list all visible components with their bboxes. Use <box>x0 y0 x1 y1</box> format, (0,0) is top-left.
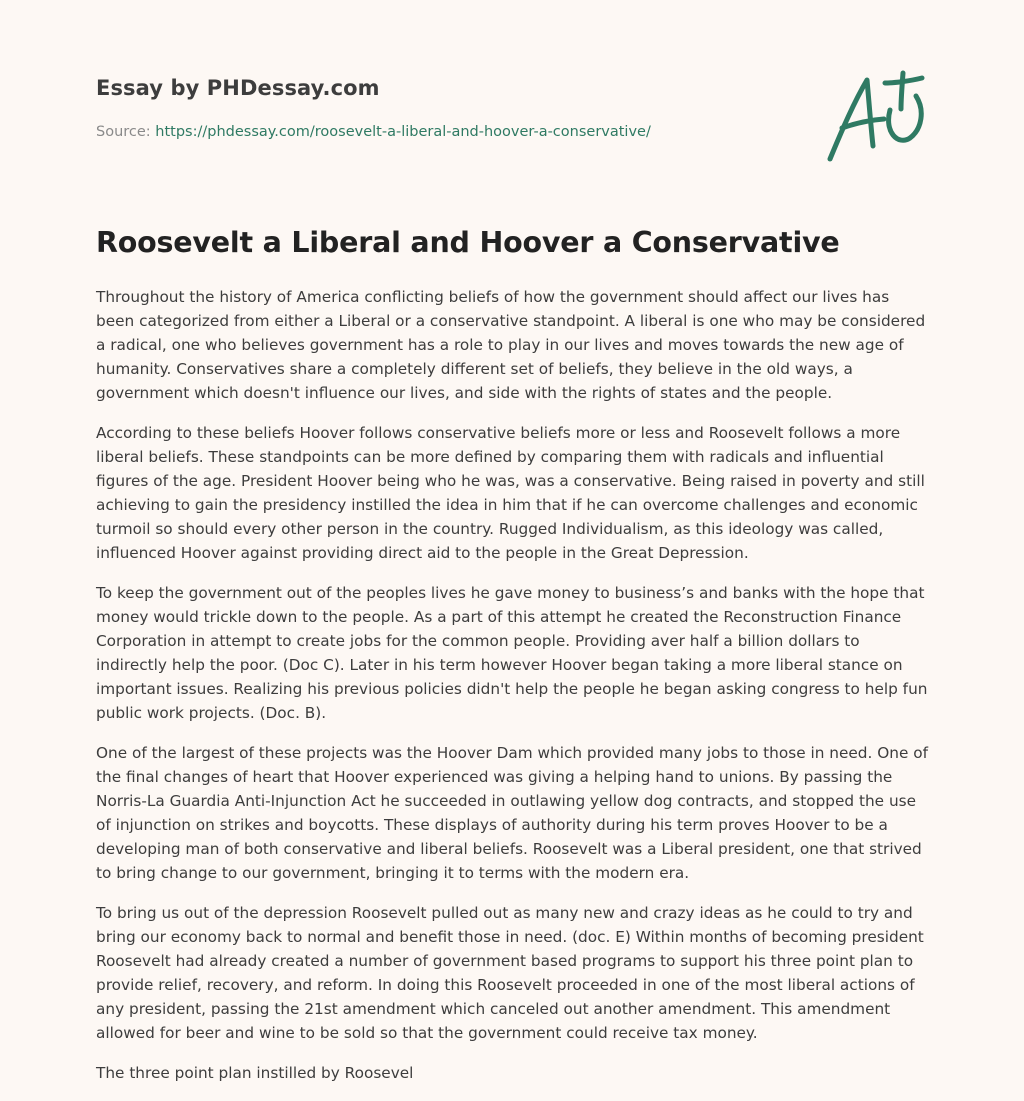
source-line <box>96 124 651 140</box>
site-brand: Essay by PHDessay.com <box>96 76 380 100</box>
source-link[interactable]: https://phdessay.com/roosevelt-a-liberal-and-hoover-a-conservative/ <box>155 124 651 140</box>
essay-paragraph: One of the largest of these projects was the Hoover Dam which provided many jobs to those in need. One of the final changes of heart that Hoover experienced was giving a helping hand to unions. By passing the Norris-La Guardia Anti-Injunction Act he succeeded in outlawing yellow dog contracts, and stopped the use of injunction on strikes and boycotts. These displays of authority during his term proves Hoover to be a developing man of both conservative and liberal beliefs. Roosevelt was a Liberal president, one that strived to bring change to our government, bringing it to terms with the modern era. <box>96 744 928 882</box>
essay-paragraph: According to these beliefs Hoover follows conservative beliefs more or less and Roosevelt follows a more liberal beliefs. These standpoints can be more defined by comparing them with radicals and influential figures of the age. President Hoover being who he was, was a conservative. Being raised in poverty and still achieving to gain the presidency instilled the idea in him that if he can overcome challenges and economic turmoil so should every other person in the country. Rugged Individualism, as this ideology was called, influenced Hoover against providing direct aid to the people in the Great Depression. <box>96 424 925 562</box>
source-label: Source: <box>96 124 156 140</box>
a-plus-grade-icon <box>824 66 930 166</box>
essay-paragraph: To keep the government out of the peoples lives he gave money to business’s and banks with the hope that money would trickle down to the people. As a part of this attempt he created the Reconstruction Finance Corporation in attempt to create jobs for the common people. Providing aver half a billion dollars to indirectly help the poor. (Doc C). Later in his term however Hoover began taking a more liberal stance on important issues. Realizing his previous policies didn't help the people he began asking congress to help fun public work projects. (Doc. B). <box>96 584 928 722</box>
essay-paragraph: To bring us out of the depression Roosevelt pulled out as many new and crazy ideas as he could to try and bring our economy back to normal and benefit those in need. (doc. E) Within months of becoming president Roosevelt had already created a number of government based programs to support his three point plan to provide relief, recovery, and reform. In doing this Roosevelt proceeded in one of the most liberal actions of any president, passing the 21st amendment which canceled out another amendment. This amendment allowed for beer and wine to be sold so that the government could receive tax money. <box>96 904 924 1042</box>
essay-body <box>96 285 928 1101</box>
essay-paragraph-truncated: The three point plan instilled by Roosevel <box>96 1064 414 1082</box>
essay-title: Roosevelt a Liberal and Hoover a Conservative <box>96 226 840 259</box>
essay-paragraph: Throughout the history of America conflicting beliefs of how the government should affect our lives has been categorized from either a Liberal or a conservative standpoint. A liberal is one who may be considered a radical, one who believes government has a role to play in our lives and moves towards the new age of humanity. Conservatives share a completely different set of beliefs, they believe in the old ways, a government which doesn't influence our lives, and side with the rights of states and the people. <box>96 288 926 402</box>
